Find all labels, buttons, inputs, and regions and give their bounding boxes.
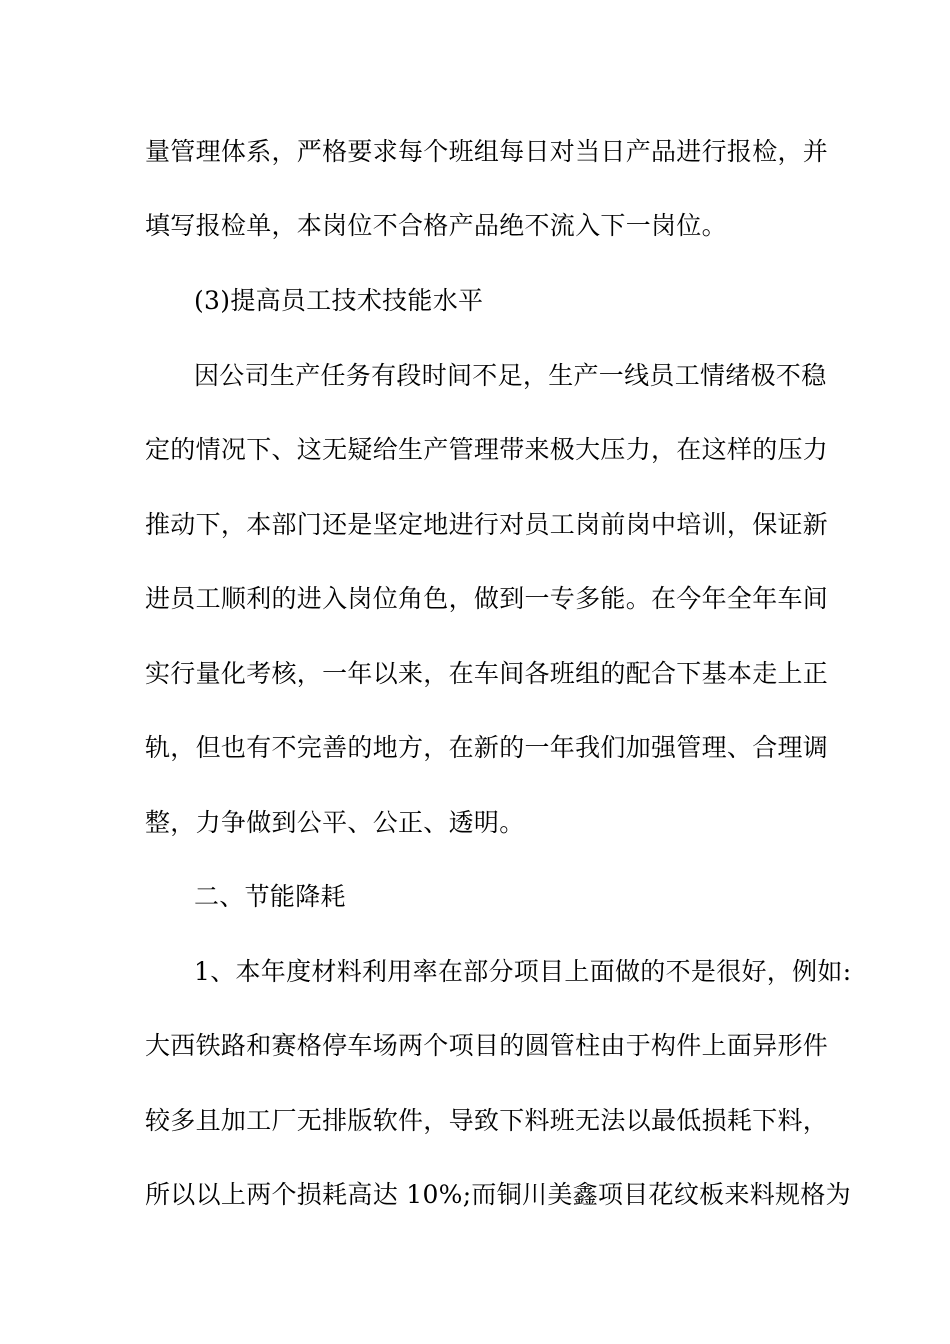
paragraph-line: 1、本年度材料利用率在部分项目上面做的不是很好，例如: <box>194 957 852 986</box>
paragraph-line: 定的情况下、这无疑给生产管理带来极大压力，在这样的压力 <box>145 435 829 464</box>
paragraph-line: 所以以上两个损耗高达 10%;而铜川美鑫项目花纹板来料规格为 <box>145 1180 851 1209</box>
paragraph-line: 因公司生产任务有段时间不足，生产一线员工情绪极不稳 <box>194 361 827 390</box>
section-heading: 二、节能降耗 <box>194 882 346 911</box>
paragraph-line: 大西铁路和赛格停车场两个项目的圆管柱由于构件上面异形件 <box>145 1031 829 1060</box>
paragraph-line: 实行量化考核，一年以来，在车间各班组的配合下基本走上正 <box>145 659 829 688</box>
paragraph-line: 量管理体系，严格要求每个班组每日对当日产品进行报检，并 <box>145 137 829 166</box>
paragraph-line: 填写报检单，本岗位不合格产品绝不流入下一岗位。 <box>145 211 727 240</box>
paragraph-line: 轨，但也有不完善的地方，在新的一年我们加强管理、合理调 <box>145 733 829 762</box>
paragraph-line: 整，力争做到公平、公正、透明。 <box>145 808 525 837</box>
paragraph-line: 推动下，本部门还是坚定地进行对员工岗前岗中培训，保证新 <box>145 510 829 539</box>
paragraph-line: 进员工顺利的进入岗位角色，做到一专多能。在今年全年车间 <box>145 584 829 613</box>
section-heading: (3)提高员工技术技能水平 <box>194 286 484 315</box>
paragraph-line: 较多且加工厂无排版软件，导致下料班无法以最低损耗下料， <box>145 1106 829 1135</box>
